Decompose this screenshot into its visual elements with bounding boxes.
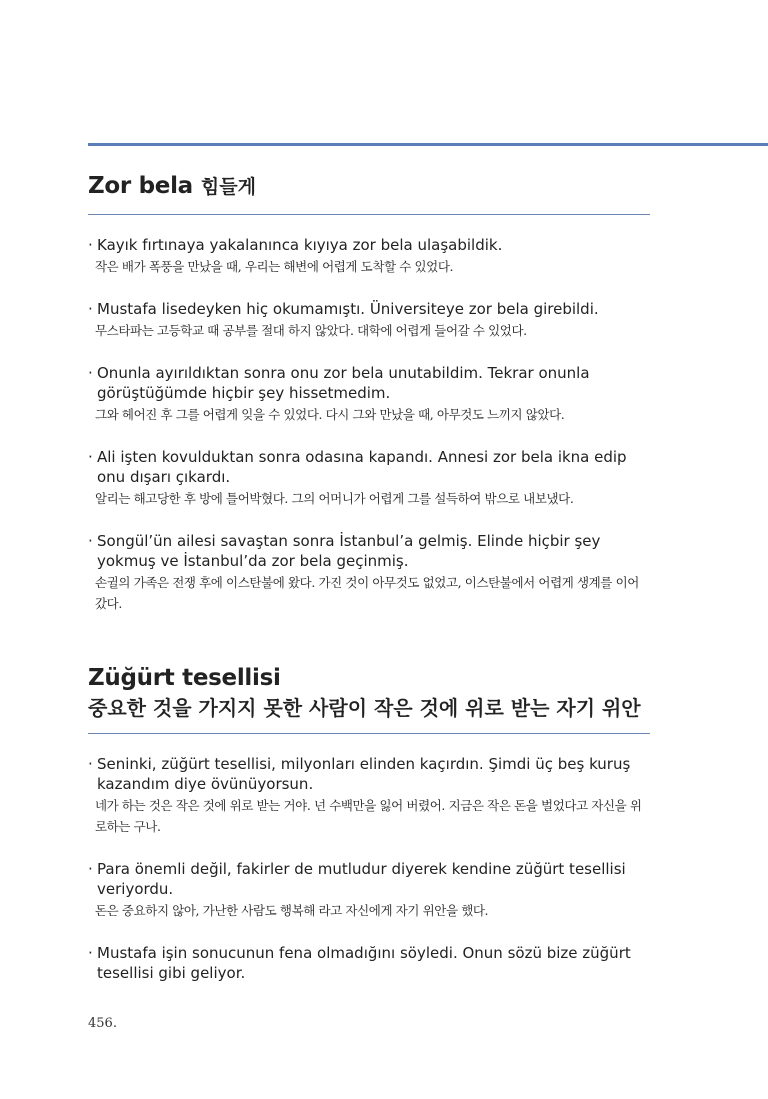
entry-meaning: 힘들게	[200, 176, 256, 198]
example-turkish: · Mustafa lisedeyken hiç okumamıştı. Üniversiteye zor bela girebildi.	[88, 299, 650, 319]
example-turkish: · Kayık fırtınaya yakalanınca kıyıya zor bela ulaşabildik.	[88, 235, 650, 255]
entry-heading	[88, 170, 650, 202]
example-korean: 알리는 해고당한 후 방에 틀어박혔다. 그의 어머니가 어렵게 그를 설득하여 밖으로 내보냈다.	[95, 490, 574, 506]
entry-meaning: 중요한 것을 가지지 못한 사람이 작은 것에 위로 받는 자기 위안	[88, 695, 641, 720]
example-item	[88, 299, 650, 341]
example-korean: 그와 헤어진 후 그를 어렵게 잊을 수 있었다. 다시 그와 만났을 때, 아무것도 느끼지 않았다.	[95, 406, 565, 422]
top-rule	[88, 143, 768, 146]
example-list	[88, 235, 650, 614]
entry-zugurt-tesellisi	[88, 662, 650, 983]
example-turkish: · Onunla ayırıldıktan sonra onu zor bela unutabildim. Tekrar onunla görüştüğümde hiçbir şey hissetmedim.	[88, 363, 650, 403]
example-korean: 네가 하는 것은 작은 것에 위로 받는 거야. 넌 수백만을 잃어 버렸어. 지금은 작은 돈을 벌었다고 자신을 위로하는 구나.	[95, 797, 642, 834]
example-korean: 무스타파는 고등학교 때 공부를 절대 하지 않았다. 대학에 어렵게 들어갈 수 있었다.	[95, 322, 527, 338]
example-list	[88, 754, 650, 983]
page-number: 456.	[88, 1016, 117, 1031]
section-rule	[88, 214, 650, 215]
example-turkish: · Songül’ün ailesi savaştan sonra İstanbul’a gelmiş. Elinde hiçbir şey yokmuş ve İstanbul’da zor bela geçinmiş.	[88, 531, 650, 571]
example-item	[88, 447, 650, 509]
example-korean: 손귈의 가족은 전쟁 후에 이스탄불에 왔다. 가진 것이 아무것도 없었고, 이스탄불에서 어렵게 생계를 이어갔다.	[95, 574, 639, 611]
entry-title: Züğürt tesellisi	[88, 664, 281, 691]
example-turkish: · Seninki, züğürt tesellisi, milyonları elinden kaçırdın. Şimdi üç beş kuruş kazandım diye övünüyorsun.	[88, 754, 650, 794]
example-turkish: · Mustafa işin sonucunun fena olmadığını söyledi. Onun sözü bize züğürt tesellisi gibi geliyor.	[88, 943, 650, 983]
page-content	[88, 170, 650, 1005]
example-item	[88, 531, 650, 614]
entry-title: Zor bela	[88, 173, 193, 199]
example-item	[88, 859, 650, 921]
entry-zor-bela	[88, 170, 650, 614]
example-korean: 작은 배가 폭풍을 만났을 때, 우리는 해변에 어렵게 도착할 수 있었다.	[95, 258, 454, 274]
example-turkish: · Para önemli değil, fakirler de mutludur diyerek kendine züğürt tesellisi veriyordu.	[88, 859, 650, 899]
section-rule	[88, 733, 650, 734]
entry-heading	[88, 662, 650, 721]
example-korean: 돈은 중요하지 않아, 가난한 사람도 행복해 라고 자신에게 자기 위안을 했다.	[95, 902, 489, 918]
example-item	[88, 943, 650, 983]
example-item	[88, 235, 650, 277]
example-item	[88, 754, 650, 837]
example-item	[88, 363, 650, 425]
example-turkish: · Ali işten kovulduktan sonra odasına kapandı. Annesi zor bela ikna edip onu dışarı çıkardı.	[88, 447, 650, 487]
